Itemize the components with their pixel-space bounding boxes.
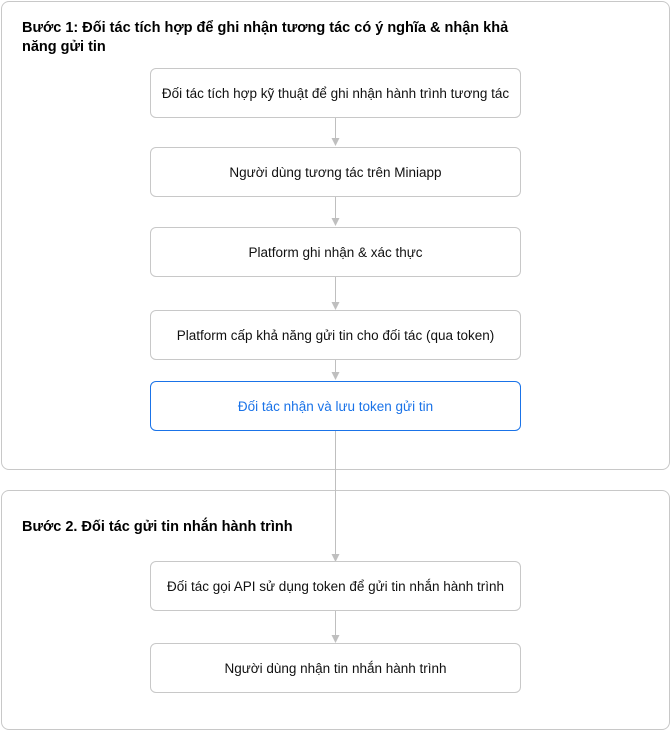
section-1-title: Bước 1: Đối tác tích hợp để ghi nhận tương tác có ý nghĩa & nhận khả năng gửi tin: [22, 20, 509, 55]
step-label: Đối tác nhận và lưu token gửi tin: [237, 398, 434, 414]
step-user-receive-message: [150, 643, 521, 693]
step-user-interaction: [150, 147, 521, 197]
step-label: Đối tác tích hợp kỹ thuật để ghi nhận hành trình tương tác: [161, 85, 510, 101]
step-platform-grant-token: [150, 310, 521, 360]
step-label: Platform ghi nhận & xác thực: [248, 244, 423, 260]
step-partner-integration: [150, 68, 521, 118]
step-platform-verify: [150, 227, 521, 277]
step-label: Platform cấp khả năng gửi tin cho đối tác (qua token): [176, 327, 495, 343]
step-label: Người dùng nhận tin nhắn hành trình: [224, 660, 447, 676]
step-label: Đối tác gọi API sử dụng token để gửi tin nhắn hành trình: [166, 578, 505, 594]
step-partner-call-api: [150, 561, 521, 611]
step-partner-store-token: [150, 381, 521, 431]
step-label: Người dùng tương tác trên Miniapp: [229, 164, 442, 180]
section-2-title: Bước 2. Đối tác gửi tin nhắn hành trình: [22, 519, 293, 535]
